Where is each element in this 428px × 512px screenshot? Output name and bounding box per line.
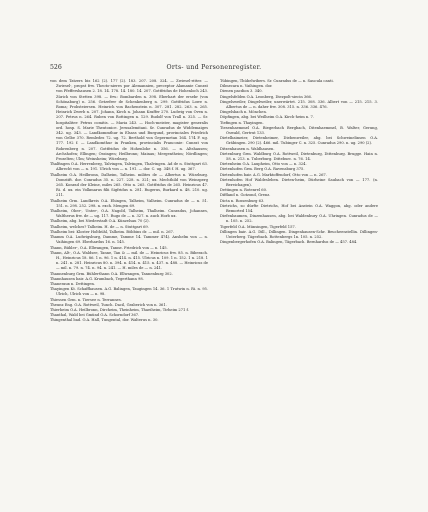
register-entry: Dietenburg Grm. Waldburg O.A. Rottweil, Dietenburg, Dittenburg. Brugge. Hain n. 58. n. 213. n. Tuberburg. Ditteburc. n. 76. 14. <box>220 151 378 162</box>
register-entry: Diffland n. Gotzond, Grenz. <box>220 193 271 198</box>
register-entry: Thalfingen O.A. Herrenberg, Talvingen, Talvingen, Thalvingen. Ad de n. Stuttgart 63. Albrecht von — n. 191. Ulrich von — n. 191. — dor. C. ug. 348 f. H. ug. 367. <box>50 162 208 172</box>
register-entry: Dingelsfelden O.A. Leonberg, Diezpolt-siecin 366. <box>220 94 312 99</box>
register-entry: Thingenthal bad. O.A. Hall, Tungental, dor. Walterus n. 30. <box>50 318 159 323</box>
register-entry: Tübingen, Thübelwibers. Sr. Cunradus de — n. Saucula canti. <box>220 79 334 83</box>
register-entry: Thaneraux n. Dettingen. <box>50 281 96 286</box>
register-entry: Dingenbergerhofen O.A. Balingen, Tägerbach. Bernhardus de — 457. 484. <box>220 240 358 245</box>
register-entry: Thamm O.A. Ludwigsburg, Damme, Tamme 14. Tammer 474). Anshelm von — n. Vaihingen 69. Eberhardus 16. n. 145. <box>50 235 208 245</box>
register-entry: Thalheim O.A. Heilbronn, Dalheim, Talheim. milites de — Albertus n. Würzburg. Domstift. dor. Conradus 35. n. 227. 228. n. 321; ux. Mechthild von Weinsperg 265. Konrad der Kleine, miles 265. Otto n. 265. Gottfridus de 265. Heinricus 47. Ri. d. ux. ein Volkmarus filii Sigfridus n. 281. Rugerus, Burkard n. 48. 210. ug. 211. <box>50 172 208 198</box>
register-entry: von dem Tatzers bis 162 (2). 177 (2). 183. 207. 208. 324. — Zwiesel-ritter. — Zwiesel-, propst frw. Theoto-nieres por Alemannien, preceptor Alamanie Cunrat von Pfeffershausen 2. 18. 14. 178. 14. 180. 14. 207. Gottfridus de Hohenloch 243. Zürich von Stetten 398. — frw.: Bombarden n. 398. Eberhart der ersebr (von Schönaburg) n. 256. Getzefrer de Schenkenberg n. 299. Gottfridus Lowe n. Roma; Probsteiersen. Heinrich von Bachenstein n. 307. 281. 282. 263. n. 265. Heinrich Zwerb n. 207. Johann, Kirch n. Johann Kraffer 270. Ludwig von Oven n. 207. Petrus n. 264. Ruben von Rottingen n. 129. Rudolf von Trall n. 325. — Sr. hospitaliter: Petrus comitis. — Maria 243. — Hoch-meister, magister generalis ord. hosp. S. Marie Theutonice. Jerusalemitani. Sr. Cunradus de Widdemaiges 342. ug. 343. — Landkommthur in Elsass und Burgund, provinciales Friedrich von Gelbe 370. Remledes 72. ug. 72. Berthold von Gepermetan 164. 174 F. ug. 177. 192 f. — Landkomthur in Franken, provincialis Franconie: Cunrat von Rohrenberg n. 207. Gottfridus de Hohenlohe n. 356. — n. Altshausen; Archshofen; Ellingen; Ossingen; Heilbronn; Mainau; Mergentheim; Nördlingen; Prozelten; Ulm; Weinsheim; Würzburg. <box>50 79 208 162</box>
register-entry: Dietelbaimeier, Dietenheimer, Diebenweiler, abg. bei Schweinelinsen O.A. Gräbingen. 290 (2). 466. mil. Tubinger C. n. 325. Cunradus 290. n. ug. 290 (2). <box>220 136 378 146</box>
register-entry: Thalheim bei: Kloster Holtbühl, Talheim. Böbbins dr. — mil. n. 267. <box>50 229 174 234</box>
register-entry: Thann, Alt-, O.A. Waldsee, Tanne, Tan & — mil. de — Heinricus frw. 85. n. Biberach. H., Heinricus 18. 86. 1 n. 96. 1 n. 414. n. 415. Ulricus n. 109. 1 n. 152. 1 n. 218. 1 n. 241. n. 281. Heinricus 80. n. 394. n. 414. n. 415. n. 437. n. 488. — Heinricus de — mil. n. 79. n. 74. n. 94. n. 241. — H. miles de — n. 241. <box>50 250 208 271</box>
register-entry: Tiefingen n. Thayingen. <box>220 120 264 125</box>
register-entry: Thiessen Grm. n. Tiersee n. Terrannes. <box>50 297 122 302</box>
right-column <box>220 79 378 489</box>
register-entry: Döpfingen, abg. bei Weilheim O.A. Kirch-heim n. 7. <box>220 115 315 120</box>
register-entry: Dingelsweiler, Dingelweiler, unerwärtet. 215. 308. 336. Albert von — 215. 215. 3. Albertus de — n. daher frw. 308. 315. n. 336. 336. 476. <box>220 99 378 110</box>
register-entry: Thannenburg Grm. Bühlerthann O.A. Ellwangen, Tannenburg 302. <box>50 271 173 276</box>
register-entry: Tigerfeld O.A. Münsingen, Tigerfeld 157. <box>220 224 296 229</box>
register-entry: Dilmecara n. Vaihingen. dor. <box>220 84 273 89</box>
register-entry: Thalheim, abg. bei Niederstadt O.A. Künzelsau 70 (2). <box>50 219 150 224</box>
page-number: 526 <box>50 64 62 71</box>
register-entry: Tiesenhaemmel O.A. Biegerbach Bergbach, Ditenhaemmel, B. Walter, Gerung, Oswald, Gertrut 133. <box>220 125 378 136</box>
register-entry: Thalheim, Ober-, Unter-, O.A. Nagold, Talheim, Thalheim. Cunradus, Johannes, Waltherus frw. de — ug. 117. Rugo de — n. 327. n. auch Horb ux. <box>50 209 208 219</box>
register-entry: Thann, Bühler-, O.A. Ellwangen, Tanne. Friedrich von — n. 145. <box>50 245 168 250</box>
register-entry: Diefenbaumen, Dinzenhausen, abg. bei Waldenbury O.A. Uhringen. Cunradus de — n. 105. n. 252. <box>220 214 378 224</box>
left-column <box>50 79 208 489</box>
register-entry: Ditzenhausen n. Waldhausen. <box>220 146 275 151</box>
register-entry: Dietenhofen Hof Waldesleben. Dieten-heim, Dürheine Saubach von — 177. (n. Bereichagen). <box>220 177 378 188</box>
register-entry: Dietenhofen bair. A.G. Marktoffendorf, Otto von — n. 267. <box>220 172 327 177</box>
register-entry: Dicta n. Rossenburg 63. <box>220 198 265 203</box>
register-entry: Thierheim O.A. Heilbronn, Dircheim, Theinheim, Thaeiheim, Tirheim 271 f. <box>50 307 189 312</box>
page-title: Orts- und Personenregister. <box>166 64 262 71</box>
page-header <box>50 63 378 72</box>
register-entry: Thannhausen bair. A.G. Krumbach, Tegerthann 98. <box>50 276 144 281</box>
register-entry: Dillingen bair. A.G. Dill., Dillingen. Dingenhausen-Schr. Beucheenstellin. Dillingen-Unterberg. Tägerbach. Rottenbergs 1n. 105. n. 252. <box>220 229 378 240</box>
register-entry: Dietenhofen Grm. Berg O.A. Ravensburg 375. <box>220 167 305 172</box>
register-entry: Dettingen n. Rotenrel 60. <box>220 188 268 193</box>
register-entry: Theunz Eng. O.A. Rottweil, Tunch. Dacil, Graberich von n. 361. <box>50 302 167 307</box>
register-entry: Dienen pacdion 3. 340. <box>220 89 263 94</box>
register-entry: Thalheim, welches? Talheim. H. de — n. Stuttgart 69. <box>50 224 149 229</box>
register-entry: Thalheim Grm. Landkreis O.A. Ehingen, Talheim, Valheim. Cunradus de — n. 51. 151. n. 298. 252. 298. n. exch. Mengen 69. <box>50 198 208 208</box>
register-entry: Thayingen Kt. Schaffhausen. A.G. Balingen, Taugingen 14. 36. 1 Trutwin n. Ri. n. 95. Ulrich, Ulrich von — n. 98. <box>50 287 208 297</box>
register-entry: Dingelsbach n. Mönchen. <box>220 110 267 115</box>
register-entry: Dietrichs, so dürfte Dietrichs, Hof bei Anstein O.A. Waggon, abg. oder andere Bemorted 154. <box>220 203 378 214</box>
register-entry: Dietenheim O.A. Laupheim, Otto von — n. 324. <box>220 162 307 167</box>
register-entry: Thanthal, Wald bei Gmünd O.A. Schorndorf 367. <box>50 313 140 318</box>
